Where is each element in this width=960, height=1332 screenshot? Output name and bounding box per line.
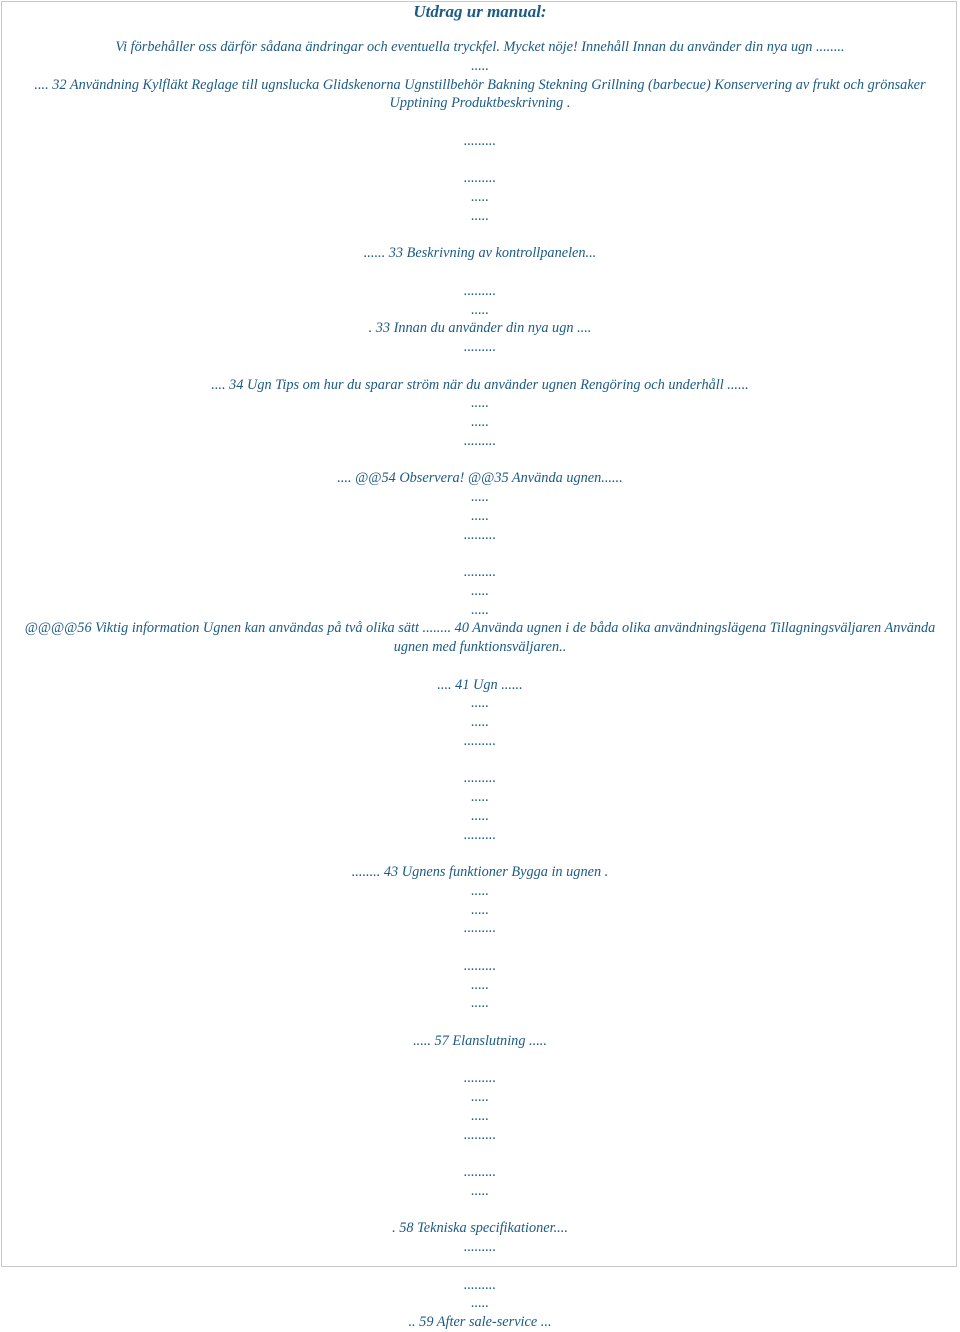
text-line: ........ 43 Ugnens funktioner Bygga in ugnen .	[351, 864, 609, 880]
text-line: . 58 Tekniska specifikationer....	[392, 1220, 568, 1237]
text-line: .........	[463, 564, 497, 580]
text-line: ..... 57 Elanslutning .....	[413, 1032, 547, 1049]
text-line	[20, 844, 940, 863]
text-line: .........	[463, 282, 497, 299]
text-line: .... @@54 Observera! @@35 Använda ugnen......	[337, 470, 623, 487]
text-line: .....	[471, 1089, 489, 1105]
text-line: .....	[471, 414, 489, 430]
text-line	[20, 263, 940, 282]
text-line: .....	[471, 57, 489, 74]
text-line	[20, 1257, 940, 1276]
text-line	[20, 938, 940, 957]
text-line	[20, 1144, 940, 1163]
text-line	[20, 151, 940, 170]
text-line: . 33 Innan du använder din nya ugn ....	[368, 320, 592, 337]
text-line: Vi förbehåller oss därför sådana ändringar och eventuella tryckfel. Mycket nöje! Innehåll Innan du använder din nya ugn ........	[115, 39, 845, 55]
text-line: .........	[463, 526, 497, 543]
text-line: .....	[471, 601, 489, 618]
text-line: .....	[471, 1107, 489, 1124]
text-line: .....	[471, 976, 489, 993]
text-line: .........	[463, 1276, 497, 1293]
text-line	[20, 1013, 940, 1032]
text-line: .... 41 Ugn ......	[437, 676, 523, 693]
text-line: .....	[471, 882, 489, 899]
text-line: .........	[463, 132, 497, 149]
text-line: .........	[463, 1164, 497, 1180]
text-line	[20, 1201, 940, 1220]
text-line: @@@@56 Viktig information Ugnen kan användas på två olika sätt ........ 40 Använda ugnen i de båda olika användningslägena Tillagningsväljaren Använda ugnen med funktionsväljaren..	[24, 620, 936, 655]
text-line	[20, 544, 940, 563]
text-line	[20, 751, 940, 770]
text-line: .....	[471, 395, 489, 412]
text-line: .....	[471, 789, 489, 805]
text-line: .....	[471, 489, 489, 505]
text-line: .....	[471, 189, 489, 205]
page-title: Utdrag ur manual:	[413, 2, 547, 21]
manual-excerpt-content	[20, 38, 940, 1332]
text-line: .... 34 Ugn Tips om hur du sparar ström när du använder ugnen Rengöring och underhåll ......	[211, 376, 749, 393]
text-line: .........	[463, 170, 497, 187]
text-line: .....	[471, 995, 489, 1012]
text-line: .....	[471, 695, 489, 712]
text-line: .. 59 After sale-service ...	[408, 1314, 552, 1330]
text-line: .........	[463, 957, 497, 974]
text-line: .........	[463, 1239, 497, 1255]
text-line: ...... 33 Beskrivning av kontrollpanelen...	[363, 245, 597, 262]
text-line: .........	[463, 826, 497, 843]
text-line	[20, 357, 940, 376]
text-line: .........	[463, 432, 497, 449]
text-line: .........	[463, 732, 497, 749]
text-line	[20, 113, 940, 132]
text-line	[20, 1051, 940, 1070]
text-line: .........	[463, 770, 497, 787]
text-line: .....	[471, 1182, 489, 1199]
text-line: .....	[471, 507, 489, 524]
text-line: .........	[463, 1070, 497, 1087]
text-line	[20, 657, 940, 676]
text-line: .........	[463, 920, 497, 937]
text-line: .....	[471, 901, 489, 918]
text-line: .....	[471, 807, 489, 824]
text-line: .....	[471, 207, 489, 224]
text-line	[20, 226, 940, 245]
text-line: .........	[463, 339, 497, 355]
text-line: .....	[471, 1295, 489, 1312]
text-line: .........	[463, 1126, 497, 1143]
text-line: .....	[471, 714, 489, 730]
text-line	[20, 451, 940, 470]
text-line: .....	[471, 301, 489, 318]
text-line: .....	[471, 582, 489, 599]
text-line: .... 32 Användning Kylfläkt Reglage till ugnslucka Glidskenorna Ugnstillbehör Bakning Stekning Grillning (barbecue) Konservering av frukt och grönsaker Upptining Produktbeskrivning .	[34, 76, 926, 112]
